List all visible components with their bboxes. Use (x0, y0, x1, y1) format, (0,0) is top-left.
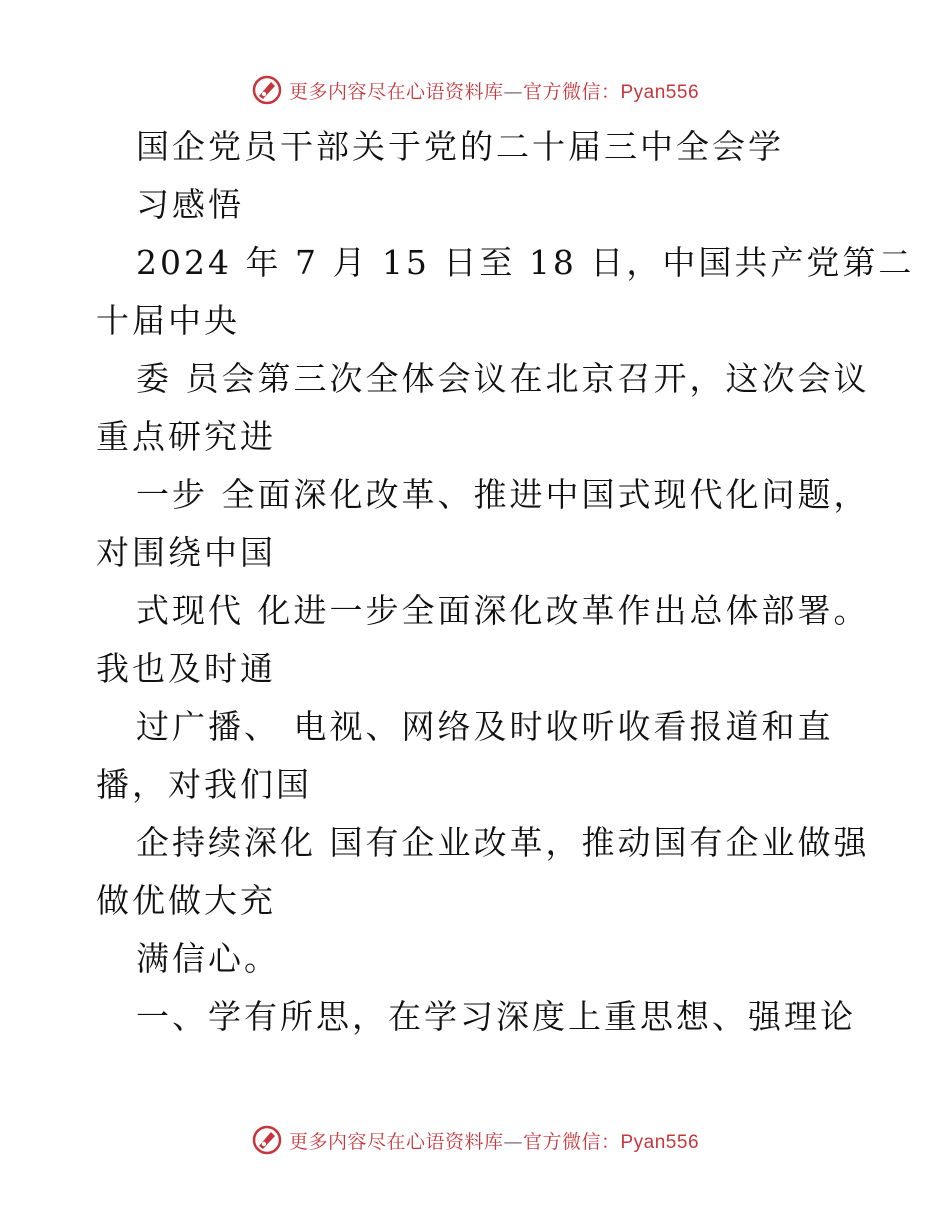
footer-watermark (0, 1120, 950, 1160)
watermark-library-name: 更多内容尽在心语资料库 (288, 1130, 504, 1153)
watermark-text (289, 1127, 699, 1154)
text-line: 式现代 化进一步全面深化改革作出总体部署。 (136, 591, 870, 630)
document-body (96, 118, 915, 1046)
text-line: 2024 年 7 月 15 日至 18 日，中国共产党第二 (136, 243, 915, 282)
text-line: 我也及时通 (96, 649, 276, 688)
text-line: 委 员会第三次全体会议在北京召开，这次会议 (136, 359, 870, 398)
text-line: 对围绕中国 (96, 533, 276, 572)
text-line: 习感悟 (136, 185, 244, 224)
watermark-dash: — (503, 80, 523, 103)
text-line: 十届中央 (96, 301, 240, 340)
watermark-wechat-label: 官方微信： (522, 1130, 621, 1153)
text-line: 过广播、 电视、网络及时收听收看报道和直 (136, 707, 834, 746)
watermark-text (289, 77, 699, 104)
watermark-wechat-label: 官方微信： (522, 80, 621, 103)
text-line: 一步 全面深化改革、推进中国式现代化问题， (136, 475, 870, 514)
text-line: 播，对我们国 (96, 765, 312, 804)
header-watermark (0, 70, 950, 110)
text-line: 满信心。 (136, 939, 280, 978)
text-line: 企持续深化 国有企业改革，推动国有企业做强 (136, 823, 870, 862)
text-line: 国企党员干部关于党的二十届三中全会学 (136, 127, 784, 166)
text-line: 做优做大充 (96, 881, 276, 920)
watermark-library-name: 更多内容尽在心语资料库 (288, 80, 504, 103)
brush-pen-logo-icon (251, 1124, 283, 1156)
brush-pen-logo-icon (251, 74, 283, 106)
section-heading: 一、学有所思，在学习深度上重思想、强理论 (136, 997, 856, 1036)
watermark-handle: Pyan556 (620, 1131, 700, 1153)
watermark-dash: — (503, 1130, 523, 1153)
watermark-handle: Pyan556 (620, 81, 700, 103)
text-line: 重点研究进 (96, 417, 276, 456)
